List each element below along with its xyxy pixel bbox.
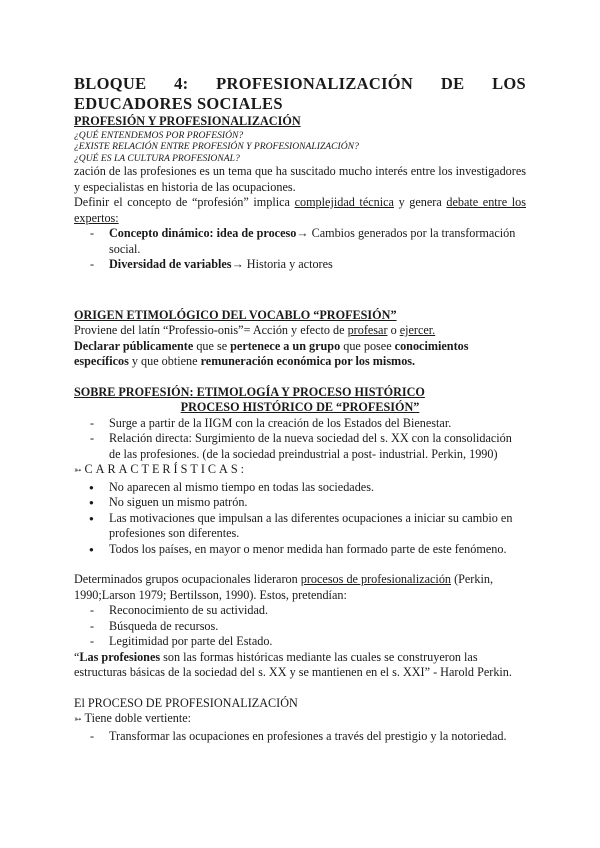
document-title: BLOQUE 4: PROFESIONALIZACIÓN DE LOS [74,74,526,93]
definition-paragraph: Definir el concepto de “profesión” implica complejidad técnica y genera debate entre los expertos: [74,195,526,225]
vertiente-line: ➳ Tiene doble vertiente: [74,711,192,725]
list-item: - Transformar las ocupaciones en profesiones a través del prestigio y la notoriedad. [88,729,526,745]
list-item: ● Las motivaciones que impulsan a las diferentes ocupaciones a iniciar su cambio en profesiones son diferentes. [88,511,526,542]
perkin-quote: “Las profesiones son las formas históricas mediante las cuales se construyeron las estructuras básicas de la sociedad del s. XX y se mantienen en el s. XXI” - Harold Perkin. [74,649,512,679]
declaration-paragraph: Declarar públicamente que se pertenece a un grupo que posee conocimientos específicos y que obtiene remuneración económica por los mismos. [74,338,469,368]
intro-paragraph: zación de las profesiones es un tema que ha suscitado mucho interés entre los investigadores y especialistas en historia de las ocupaciones. [74,164,526,194]
aims-list [74,603,526,650]
list-item: - Reconocimiento de su actividad. [88,603,526,619]
question-2: ¿EXISTE RELACIÓN ENTRE PROFESIÓN Y PROFESIONALIZACIÓN? [74,141,359,152]
section-heading-sobre-profesion: SOBRE PROFESIÓN: ETIMOLOGÍA Y PROCESO HISTÓRICO [74,384,425,399]
arrow-icon: ➳ [74,715,82,725]
list-item: ● No siguen un mismo patrón. [88,495,526,511]
section-heading-origen: ORIGEN ETIMOLÓGICO DEL VOCABLO “PROFESIÓN” [74,307,397,322]
list-item: ● No aparecen al mismo tiempo en todas las sociedades. [88,480,526,496]
section-heading-proceso: El PROCESO DE PROFESIONALIZACIÓN [74,695,298,710]
list-item: - Búsqueda de recursos. [88,619,526,635]
list-item: - Relación directa: Surgimiento de la nueva sociedad del s. XX con la consolidación de las profesiones. (de la sociedad preindustrial a post- industrial. Perkin, 1990) [88,431,526,462]
debate-list [74,226,526,273]
list-item: - Surge a partir de la IIGM con la creación de los Estados del Bienestar. [88,416,526,432]
arrow-icon: ➳ [74,466,82,476]
caracteristicas-label: ➳ CARACTERÍSTICAS: [74,462,247,476]
history-list [74,416,526,463]
subheading-proceso-historico: PROCESO HISTÓRICO DE “PROFESIÓN” [180,400,420,414]
vertiente-list [74,729,526,745]
document-page [74,74,526,744]
list-item: - Concepto dinámico: idea de proceso→ Cambios generados por la transformación social. [88,226,526,257]
question-1: ¿QUÉ ENTENDEMOS POR PROFESIÓN? [74,129,244,141]
etymology-line: Proviene del latín “Professio-onis”= Acción y efecto de profesar o ejercer. [74,323,436,337]
question-3: ¿QUÉ ES LA CULTURA PROFESIONAL? [74,152,240,164]
document-title-line2: EDUCADORES SOCIALES [74,94,283,113]
list-item: - Diversidad de variables→ Historia y actores [88,257,526,273]
list-item: ● Todos los países, en mayor o menor medida han formado parte de este fenómeno. [88,542,526,558]
section-heading-profesion: PROFESIÓN Y PROFESIONALIZACIÓN [74,114,301,128]
caracteristicas-list [74,480,526,558]
groups-paragraph: Determinados grupos ocupacionales lideraron procesos de profesionalización (Perkin, 1990;Larson 1979; Bertilsson, 1990). Estos, pretendían: [74,572,493,602]
list-item: - Legitimidad por parte del Estado. [88,634,526,650]
